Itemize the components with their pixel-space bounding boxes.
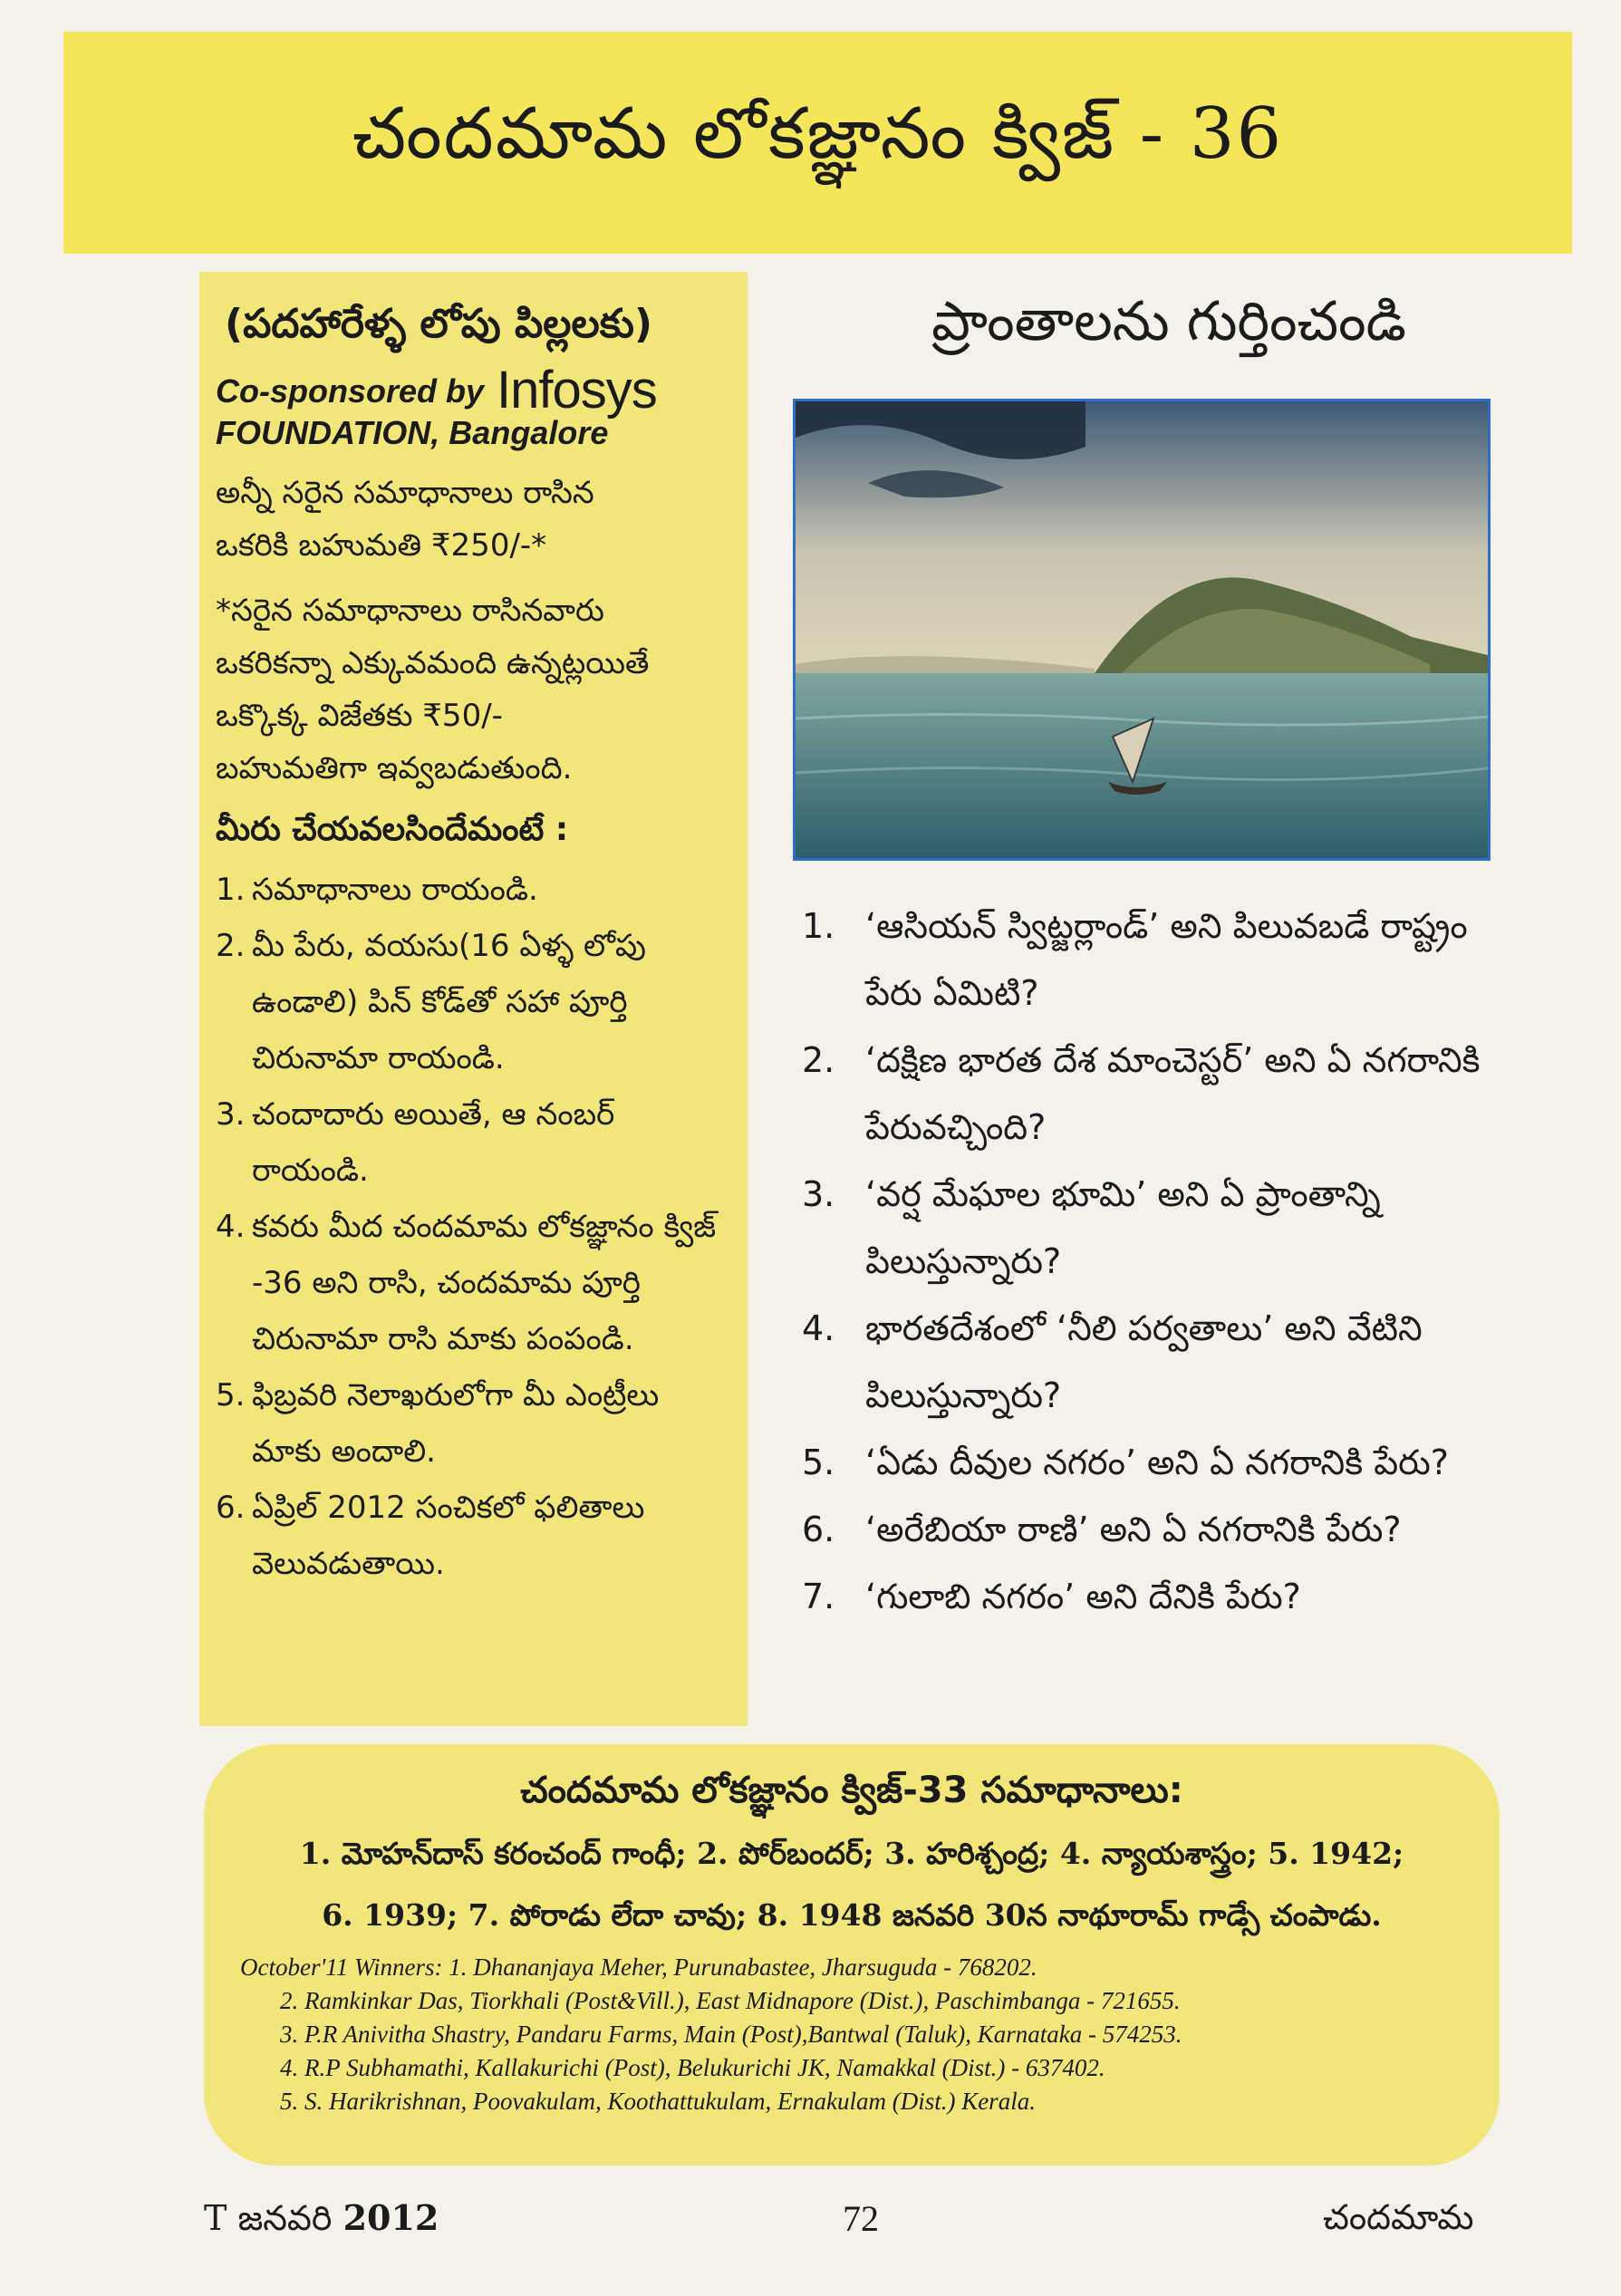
question-item (802, 1563, 1509, 1630)
step-text: కవరు మీద చందమామ లోకజ్ఞానం క్విజ్ -36 అని రాసి, చందమామ పూర్తి చిరునామా రాసి మాకు పంపండి. (252, 1209, 717, 1357)
step-item (216, 862, 731, 918)
step-number: 3. (216, 1096, 246, 1133)
question-item (802, 892, 1509, 1027)
step-item (216, 1480, 731, 1592)
infosys-logo: Infosys (497, 361, 657, 420)
sponsor-suffix: FOUNDATION, Bangalore (216, 414, 609, 451)
sponsor-block (216, 361, 731, 454)
step-number: 1. (216, 872, 246, 908)
winner-entry: 5. S. Harikrishnan, Poovakulam, Koothattukulam, Ernakulam (Dist.) Kerala. (280, 2088, 1036, 2115)
winner-entry: October'11 Winners: 1. Dhananjaya Meher, Purunabastee, Jharsuguda - 768202. (240, 1954, 1037, 1981)
step-text: మీ పేరు, వయసు(16 ఏళ్ళ లోపు ఉండాలి) పిన్ కోడ్‌తో సహా పూర్తి చిరునామా రాయండి. (252, 928, 646, 1076)
winners-list (240, 1951, 1463, 2118)
question-item (802, 1295, 1509, 1429)
page-title: చందమామ లోకజ్ఞానం క్విజ్ - 36 (352, 93, 1284, 175)
question-text: ‘ఆసియన్ స్విట్జర్లాండ్’ అని పిలువబడే రాష్ట్రం పేరు ఏమిటి? (865, 906, 1468, 1013)
question-number: 5. (802, 1442, 835, 1482)
quiz-subtitle: ప్రాంతాలను గుర్తించండి (931, 290, 1406, 353)
question-number: 4. (802, 1308, 835, 1348)
step-text: చందాదారు అయితే, ఆ నంబర్ రాయండి. (252, 1096, 615, 1189)
prize-line: ఒకరికి బహుమతి ₹250/-* (216, 527, 547, 564)
question-item (802, 1161, 1509, 1295)
winner-entry: 4. R.P Subhamathi, Kallakurichi (Post), Belukurichi JK, Namakkal (Dist.) - 637402. (280, 2054, 1105, 2081)
footer-mark: T (204, 2198, 227, 2238)
question-number: 3. (802, 1174, 835, 1214)
answers-line: 6. 1939; 7. పోరాడు లేదా చావు; 8. 1948 జనవరి 30న నాథూరామ్ గాడ్సే చంపాడు. (322, 1897, 1382, 1933)
winner-entry: 3. P.R Anivitha Shastry, Pandaru Farms, Main (Post),Bantwal (Taluk), Karnataka - 574253. (280, 2021, 1182, 2048)
note-line: ఒకరికన్నా ఎక్కువమంది ఉన్నట్లయితే (216, 645, 650, 681)
question-text: ‘దక్షిణ భారత దేశ మాంచెస్టర్’ అని ఏ నగరానికి పేరువచ్చింది? (865, 1040, 1481, 1147)
step-item (216, 1086, 731, 1199)
note-line: ఒక్కొక్క విజేతకు ₹50/- (216, 698, 503, 734)
note-line: బహుమతిగా ఇవ్వబడుతుంది. (216, 750, 573, 786)
answers-line: 1. మోహన్‌దాస్ కరంచంద్ గాంధీ; 2. పోర్‌బందర్; 3. హరిశ్చంద్ర; 4. న్యాయశాస్త్రం; 5. 1942; (299, 1836, 1404, 1871)
footer-date (204, 2197, 439, 2247)
landscape-photo (793, 399, 1491, 861)
step-number: 4. (216, 1209, 246, 1245)
answers-title: చందమామ లోకజ్ఞానం క్విజ్-33 సమాధానాలు: (520, 1770, 1183, 1811)
question-text: ‘ఏడు దీవుల నగరం’ అని ఏ నగరానికి పేరు? (865, 1442, 1449, 1482)
page-number: 72 (843, 2198, 879, 2239)
question-item (802, 1027, 1509, 1161)
question-number: 6. (802, 1510, 835, 1549)
question-item (802, 1496, 1509, 1563)
sponsor-prefix: Co-sponsored by (216, 372, 485, 410)
step-number: 6. (216, 1490, 246, 1526)
question-item (802, 1429, 1509, 1496)
step-text: ఫిబ్రవరి నెలాఖరులోగా మీ ఎంట్రీలు మాకు అందాలి. (252, 1377, 660, 1470)
question-text: భారతదేశంలో ‘నీలి పర్వతాలు’ అని వేటిని పిలుస్తున్నారు? (865, 1308, 1423, 1415)
rules-box (199, 272, 748, 1726)
footer-month: జనవరి (237, 2198, 333, 2238)
prize-text (216, 467, 731, 572)
step-number: 5. (216, 1377, 246, 1413)
step-item (216, 1367, 731, 1480)
questions-list (802, 892, 1509, 1630)
question-number: 2. (802, 1040, 835, 1080)
age-note: (పదహారేళ్ళ లోపు పిల్లలకు) (225, 301, 653, 347)
step-number: 2. (216, 928, 246, 964)
question-text: ‘గులాబి నగరం’ అని దేనికి పేరు? (865, 1577, 1301, 1616)
step-text: సమాధానాలు రాయండి. (252, 872, 538, 908)
question-number: 7. (802, 1577, 835, 1616)
prize-note (216, 584, 731, 795)
question-text: ‘వర్ష మేఘాల భూమి’ అని ఏ ప్రాంతాన్ని పిలుస్తున్నారు? (865, 1174, 1381, 1281)
question-number: 1. (802, 906, 835, 946)
note-line: *సరైన సమాధానాలు రాసినవారు (216, 593, 604, 629)
winner-entry: 2. Ramkinkar Das, Tiorkhali (Post&Vill.), East Midnapore (Dist.), Paschimbanga - 721655. (280, 1987, 1181, 2014)
steps-title: మీరు చేయవలసిందేమంటే : (216, 811, 569, 848)
step-text: ఏప్రిల్ 2012 సంచికలో ఫలితాలు వెలువడుతాయి. (252, 1490, 645, 1582)
magazine-name: చందమామ (1323, 2197, 1474, 2237)
step-item (216, 1199, 731, 1367)
question-text: ‘అరేబియా రాణి’ అని ఏ నగరానికి పేరు? (865, 1510, 1402, 1549)
prize-line: అన్నీ సరైన సమాధానాలు రాసిన (216, 475, 594, 511)
footer-year: 2012 (343, 2197, 439, 2238)
answers-box (204, 1744, 1500, 2166)
step-item (216, 918, 731, 1086)
header-banner (63, 32, 1572, 254)
steps-list (216, 862, 731, 1592)
